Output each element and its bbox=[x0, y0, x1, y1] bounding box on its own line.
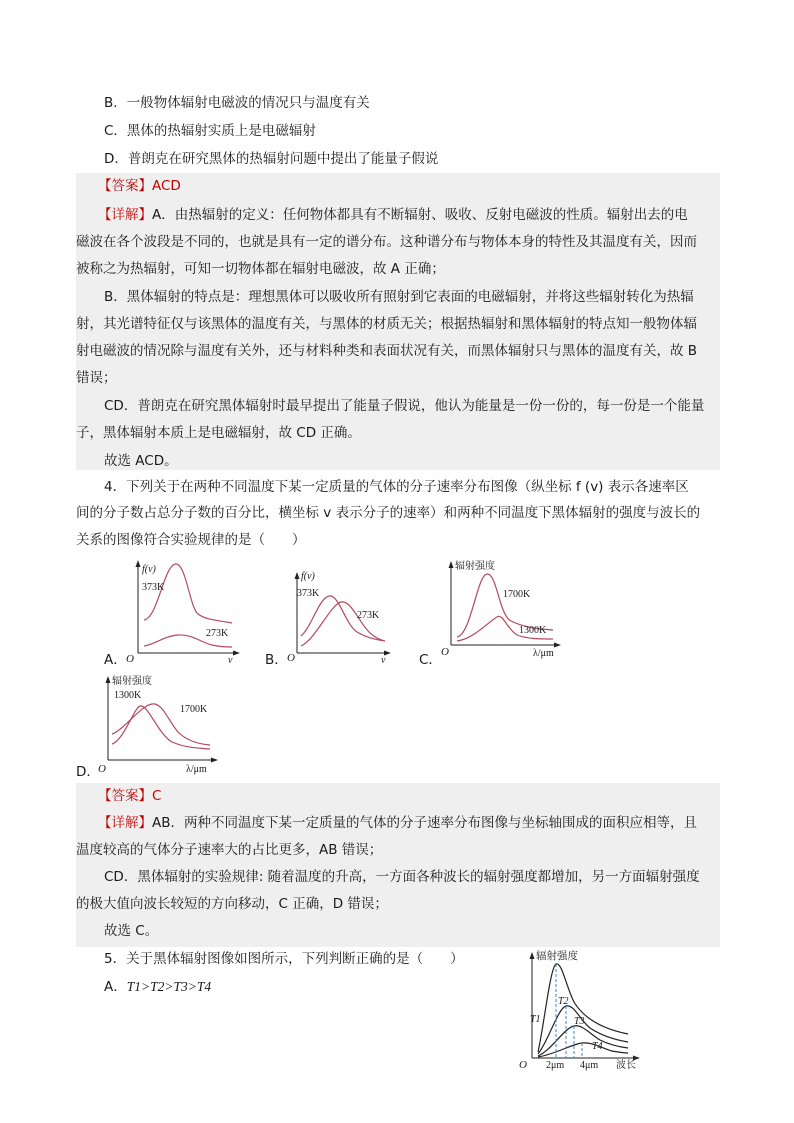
curve-label-t2: T2 bbox=[558, 996, 569, 1007]
q5-option-a bbox=[104, 977, 211, 997]
q4-detail-line-5: 故选 C。 bbox=[104, 923, 159, 939]
q3-option-c: C．黑体的热辐射实质上是电磁辐射 bbox=[104, 123, 316, 139]
q3-detail-line-2: 磁波在各个波段是不同的，也就是具有一定的谱分布。这种谱分布与物体本身的特性及其温度有关，因而 bbox=[76, 234, 697, 250]
q5-figure bbox=[516, 946, 646, 1072]
q3-detail-line-7: 错误； bbox=[76, 370, 117, 386]
q4-detail-text: AB．两种不同温度下某一定质量的气体的分子速率分布图像与坐标轴围成的面积应相等，且 bbox=[152, 815, 697, 831]
q3-detail-line-6: 射电磁波的情况除与温度有关外，还与材料种类和表面状况有关，而黑体辐射只与黑体的温度有关，故 B bbox=[76, 343, 698, 359]
x-axis-label: v bbox=[381, 655, 386, 666]
label-373k: 373K bbox=[142, 582, 165, 593]
q3-option-d: D．普朗克在研究黑体的热辐射问题中提出了能量子假说 bbox=[104, 151, 439, 167]
q3-detail-tag: 【详解】 bbox=[98, 207, 152, 223]
q3-detail-line-8: CD．普朗克在研究黑体辐射时最早提出了能量子假说，他认为能量是一份一份的，每一份是一个能量 bbox=[104, 398, 705, 414]
q4-option-a-label: A． bbox=[104, 652, 127, 668]
q4-option-c-figure bbox=[437, 557, 567, 659]
curve-label-t3: T3 bbox=[574, 1016, 585, 1027]
q4-detail-tag: 【详解】 bbox=[98, 815, 152, 831]
tick-label-2um: 2μm bbox=[546, 1060, 565, 1071]
label-1300k: 1300K bbox=[114, 690, 142, 701]
x-axis-label: 波长 bbox=[616, 1060, 636, 1071]
curve-label-t4: T4 bbox=[592, 1041, 603, 1052]
origin-label: O bbox=[126, 653, 134, 665]
x-axis-label: λ/μm bbox=[186, 764, 207, 775]
label-1700k: 1700K bbox=[180, 704, 208, 715]
label-1700k: 1700K bbox=[503, 589, 531, 600]
q4-option-d-figure bbox=[94, 672, 224, 776]
x-axis-arrow-icon bbox=[233, 651, 240, 656]
q4-answer-value: C bbox=[152, 788, 162, 804]
label-273k: 273K bbox=[357, 610, 380, 621]
y-axis-arrow-icon bbox=[530, 952, 535, 959]
q3-detail-line-10: 故选 ACD。 bbox=[104, 453, 178, 469]
q3-detail-line-5: 射，其光谱特征仅与该黑体的温度有关，与黑体的材质无关；根据热辐射和黑体辐射的特点知一般物体辐 bbox=[76, 316, 697, 332]
q3-answer-tag: 【答案】 bbox=[98, 178, 152, 194]
label-1300k: 1300K bbox=[519, 625, 547, 636]
q4-answer-tag: 【答案】 bbox=[98, 788, 152, 804]
q4-detail-line-2: 温度较高的气体分子速率大的占比更多，AB 错误； bbox=[76, 842, 383, 858]
q4-option-a-figure bbox=[122, 558, 242, 666]
x-axis-arrow-icon bbox=[554, 643, 561, 648]
q4-stem-line-3: 关系的图像符合实验规律的是（ ） bbox=[76, 532, 306, 548]
origin-label: O bbox=[287, 652, 295, 664]
x-axis-arrow-icon bbox=[211, 758, 218, 763]
curve-373k bbox=[144, 564, 232, 623]
y-axis-label: 辐射强度 bbox=[455, 561, 495, 572]
q5-option-a-letter: A． bbox=[104, 979, 127, 995]
q4-stem-line-1: 4．下列关于在两种不同温度下某一定质量的气体的分子速率分布图像（纵坐标 f (v) 表示各速率区 bbox=[104, 479, 689, 495]
q4-answer-panel bbox=[76, 783, 720, 947]
curve-label-t1: T1 bbox=[530, 1014, 541, 1025]
q4-detail-line-3: CD．黑体辐射的实验规律: 随着温度的升高，一方面各种波长的辐射强度都增加，另一方面辐射强度 bbox=[104, 869, 700, 885]
q4-option-b-figure bbox=[283, 566, 395, 666]
q5-option-a-text: T1>T2>T3>T4 bbox=[126, 979, 212, 994]
q4-option-b-label: B． bbox=[265, 652, 288, 668]
origin-label: O bbox=[519, 1059, 527, 1071]
q3-option-b: B．一般物体辐射电磁波的情况只与温度有关 bbox=[104, 95, 370, 111]
q3-answer bbox=[98, 176, 181, 196]
q3-detail-line-4: B．黑体辐射的特点是：理想黑体可以吸收所有照射到它表面的电磁辐射，并将这些辐射转化为热辐 bbox=[104, 289, 694, 305]
q5-stem: 5．关于黑体辐射图像如图所示，下列判断正确的是（ ） bbox=[104, 951, 464, 967]
y-axis-arrow-icon bbox=[136, 560, 141, 567]
q4-option-d-label: D． bbox=[76, 764, 100, 780]
q3-detail-line-3: 被称之为热辐射，可知一切物体都在辐射电磁波，故 A 正确； bbox=[76, 261, 445, 277]
y-axis-label: 辐射强度 bbox=[112, 676, 152, 687]
y-axis-label: 辐射强度 bbox=[536, 951, 578, 962]
y-axis-arrow-icon bbox=[295, 572, 300, 579]
label-273k: 273K bbox=[206, 628, 229, 639]
q4-answer bbox=[98, 786, 161, 806]
q4-option-c-label: C． bbox=[419, 652, 442, 668]
curve-273k bbox=[301, 602, 385, 646]
y-axis-arrow-icon bbox=[106, 676, 111, 683]
q3-detail-line-9: 子，黑体辐射本质上是电磁辐射，故 CD 正确。 bbox=[76, 425, 361, 441]
q3-detail-text: A．由热辐射的定义：任何物体都具有不断辐射、吸收、反射电磁波的性质。辐射出去的电 bbox=[152, 207, 688, 223]
y-axis-label: f(v) bbox=[301, 571, 315, 582]
q3-answer-value: ACD bbox=[152, 178, 181, 194]
label-373k: 373K bbox=[297, 588, 320, 599]
q4-detail-line-1 bbox=[98, 813, 697, 833]
q3-detail-line-1 bbox=[98, 205, 688, 225]
y-axis-arrow-icon bbox=[449, 561, 454, 568]
origin-label: O bbox=[98, 763, 106, 775]
y-axis-label: f(v) bbox=[142, 564, 156, 575]
origin-label: O bbox=[441, 646, 449, 658]
tick-label-4um: 4μm bbox=[580, 1060, 599, 1071]
x-axis-label: λ/μm bbox=[533, 648, 554, 659]
q4-detail-line-4: 的极大值向波长较短的方向移动，C 正确，D 错误； bbox=[76, 896, 388, 912]
q4-stem-line-2: 间的分子数占总分子数的百分比，横坐标 v 表示分子的速率）和两种不同温度下黑体辐射的强度与波长的 bbox=[76, 505, 701, 521]
x-axis-label: v bbox=[228, 655, 233, 666]
